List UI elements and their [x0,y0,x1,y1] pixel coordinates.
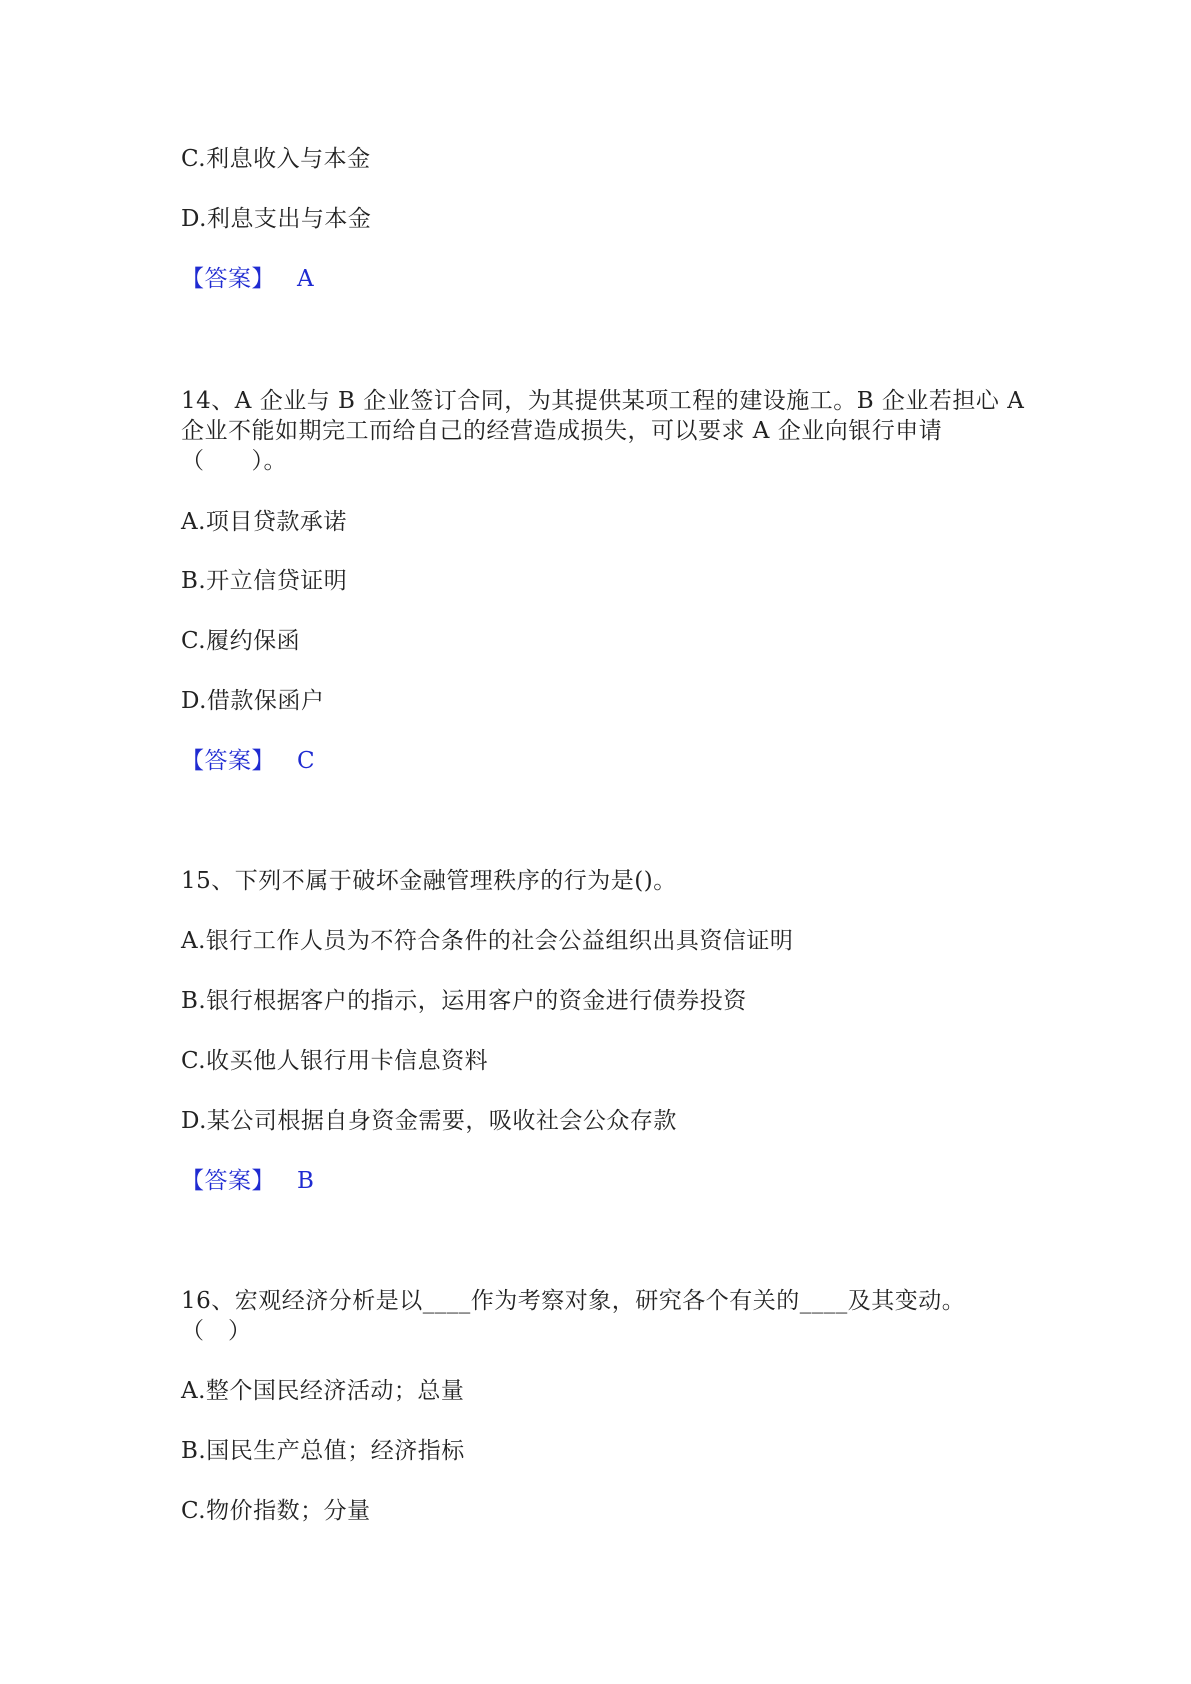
q15-option-c: C.收买他人银行用卡信息资料 [181,1048,489,1074]
q13-answer [181,264,314,294]
answer-label: 【答案】 [181,266,275,292]
answer-value: B [297,1168,315,1194]
q15-option-a: A.银行工作人员为不符合条件的社会公益组织出具资信证明 [181,928,794,954]
answer-value: A [297,266,315,292]
answer-label: 【答案】 [181,748,275,774]
q13-option-c: C.利息收入与本金 [181,146,371,172]
q15-stem: 15、下列不属于破坏金融管理秩序的行为是()。 [181,868,677,894]
q14-option-d: D.借款保函户 [181,688,325,714]
q14-answer [181,746,315,776]
q14-stem-line2: 企业不能如期完工而给自己的经营造成损失，可以要求 A 企业向银行申请 [181,418,943,444]
q14-option-a: A.项目贷款承诺 [181,509,347,535]
q14-option-b: B.开立信贷证明 [181,568,348,594]
answer-value: C [297,748,316,774]
q16-option-b: B.国民生产总值；经济指标 [181,1438,465,1464]
q16-stem-line2: （ ） [181,1318,252,1344]
q14-option-c: C.履约保函 [181,628,301,654]
q13-option-d: D.利息支出与本金 [181,206,372,232]
q16-option-a: A.整个国民经济活动；总量 [181,1378,465,1404]
answer-label: 【答案】 [181,1168,275,1194]
q16-option-c: C.物价指数；分量 [181,1498,371,1524]
q15-option-b: B.银行根据客户的指示，运用客户的资金进行债券投资 [181,988,747,1014]
q15-answer [181,1166,314,1196]
q16-stem-line1: 16、宏观经济分析是以____作为考察对象，研究各个有关的____及其变动。 [181,1288,966,1314]
q14-stem-line1: 14、A 企业与 B 企业签订合同，为其提供某项工程的建设施工。B 企业若担心 A [181,388,1025,414]
q14-stem-line3: （ ）。 [181,448,287,474]
q15-option-d: D.某公司根据自身资金需要，吸收社会公众存款 [181,1108,677,1134]
